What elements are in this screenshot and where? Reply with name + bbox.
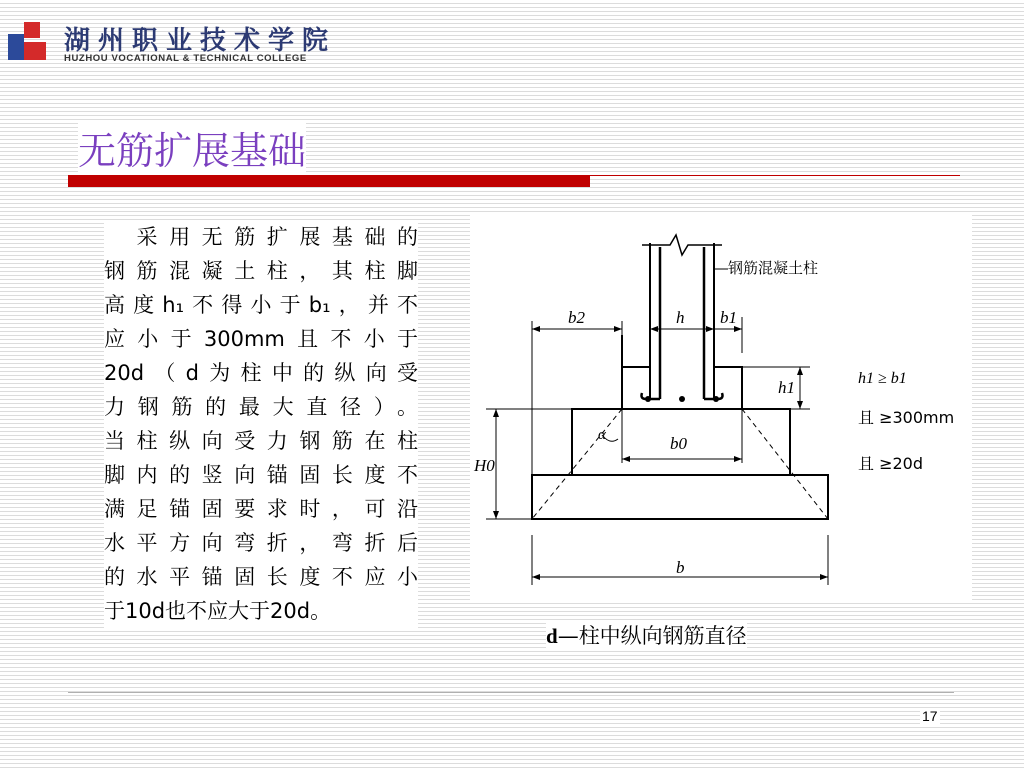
caption-symbol: d — [546, 624, 558, 648]
footer-rule — [68, 692, 954, 693]
rebar-dot — [713, 396, 719, 402]
label-alpha: α — [598, 427, 606, 443]
condition-3: 且 ≥20d — [858, 454, 924, 473]
condition-1: h1 ≥ b1 — [858, 370, 907, 387]
college-logo — [6, 14, 346, 66]
body-line: 采用无筋扩展基础的 — [104, 225, 418, 249]
body-line: 钢筋混凝土柱，其柱脚 — [104, 259, 418, 283]
rebar-dot — [645, 396, 651, 402]
body-line: 高度h₁不得小于b₁，并不 — [104, 293, 418, 317]
body-line: 的水平锚固长度不应小 — [104, 565, 418, 589]
label-b0: b0 — [670, 434, 687, 453]
title-rule — [68, 175, 590, 187]
college-logo-icon — [6, 20, 50, 64]
body-line: 满足锚固要求时，可沿 — [104, 497, 418, 521]
college-name-en: HUZHOU VOCATIONAL & TECHNICAL COLLEGE — [64, 53, 307, 64]
body-line: 于10d也不应大于20d。 — [104, 599, 332, 623]
slide-number: 17 — [922, 708, 938, 724]
foundation-diagram — [470, 213, 972, 603]
body-line: 当柱纵向受力钢筋在柱 — [104, 429, 418, 453]
college-name-cn: 湖州职业技术学院 — [64, 26, 337, 56]
body-line: 水平方向弯折，弯折后 — [104, 531, 418, 555]
caption-text: —柱中纵向钢筋直径 — [557, 624, 747, 648]
label-h1: h1 — [778, 378, 795, 397]
slide-title: 无筋扩展基础 — [78, 120, 306, 175]
pressure-line-left — [532, 409, 622, 519]
column-label: 钢筋混凝土柱 — [728, 259, 819, 277]
rebar-dot — [679, 396, 685, 402]
body-text — [104, 220, 418, 628]
body-line: 脚内的竖向锚固长度不 — [104, 463, 418, 487]
title-rule-thin — [590, 175, 960, 176]
label-b1: b1 — [720, 308, 737, 327]
label-H0: H0 — [474, 456, 495, 475]
pedestal-left — [622, 335, 650, 367]
condition-2: 且 ≥300mm — [858, 408, 955, 427]
figure-caption — [546, 620, 747, 650]
break-line — [642, 235, 722, 255]
body-line: 20d（d为柱中的纵向受 — [104, 361, 418, 385]
lower-step — [532, 475, 828, 519]
label-b2: b2 — [568, 308, 585, 327]
label-b: b — [676, 558, 685, 577]
body-line: 应小于300mm且不小于 — [104, 327, 418, 351]
pressure-line-right — [742, 409, 828, 519]
label-h: h — [676, 308, 685, 327]
body-line: 力钢筋的最大直径）。 — [104, 395, 418, 419]
pedestal-right — [714, 367, 742, 409]
